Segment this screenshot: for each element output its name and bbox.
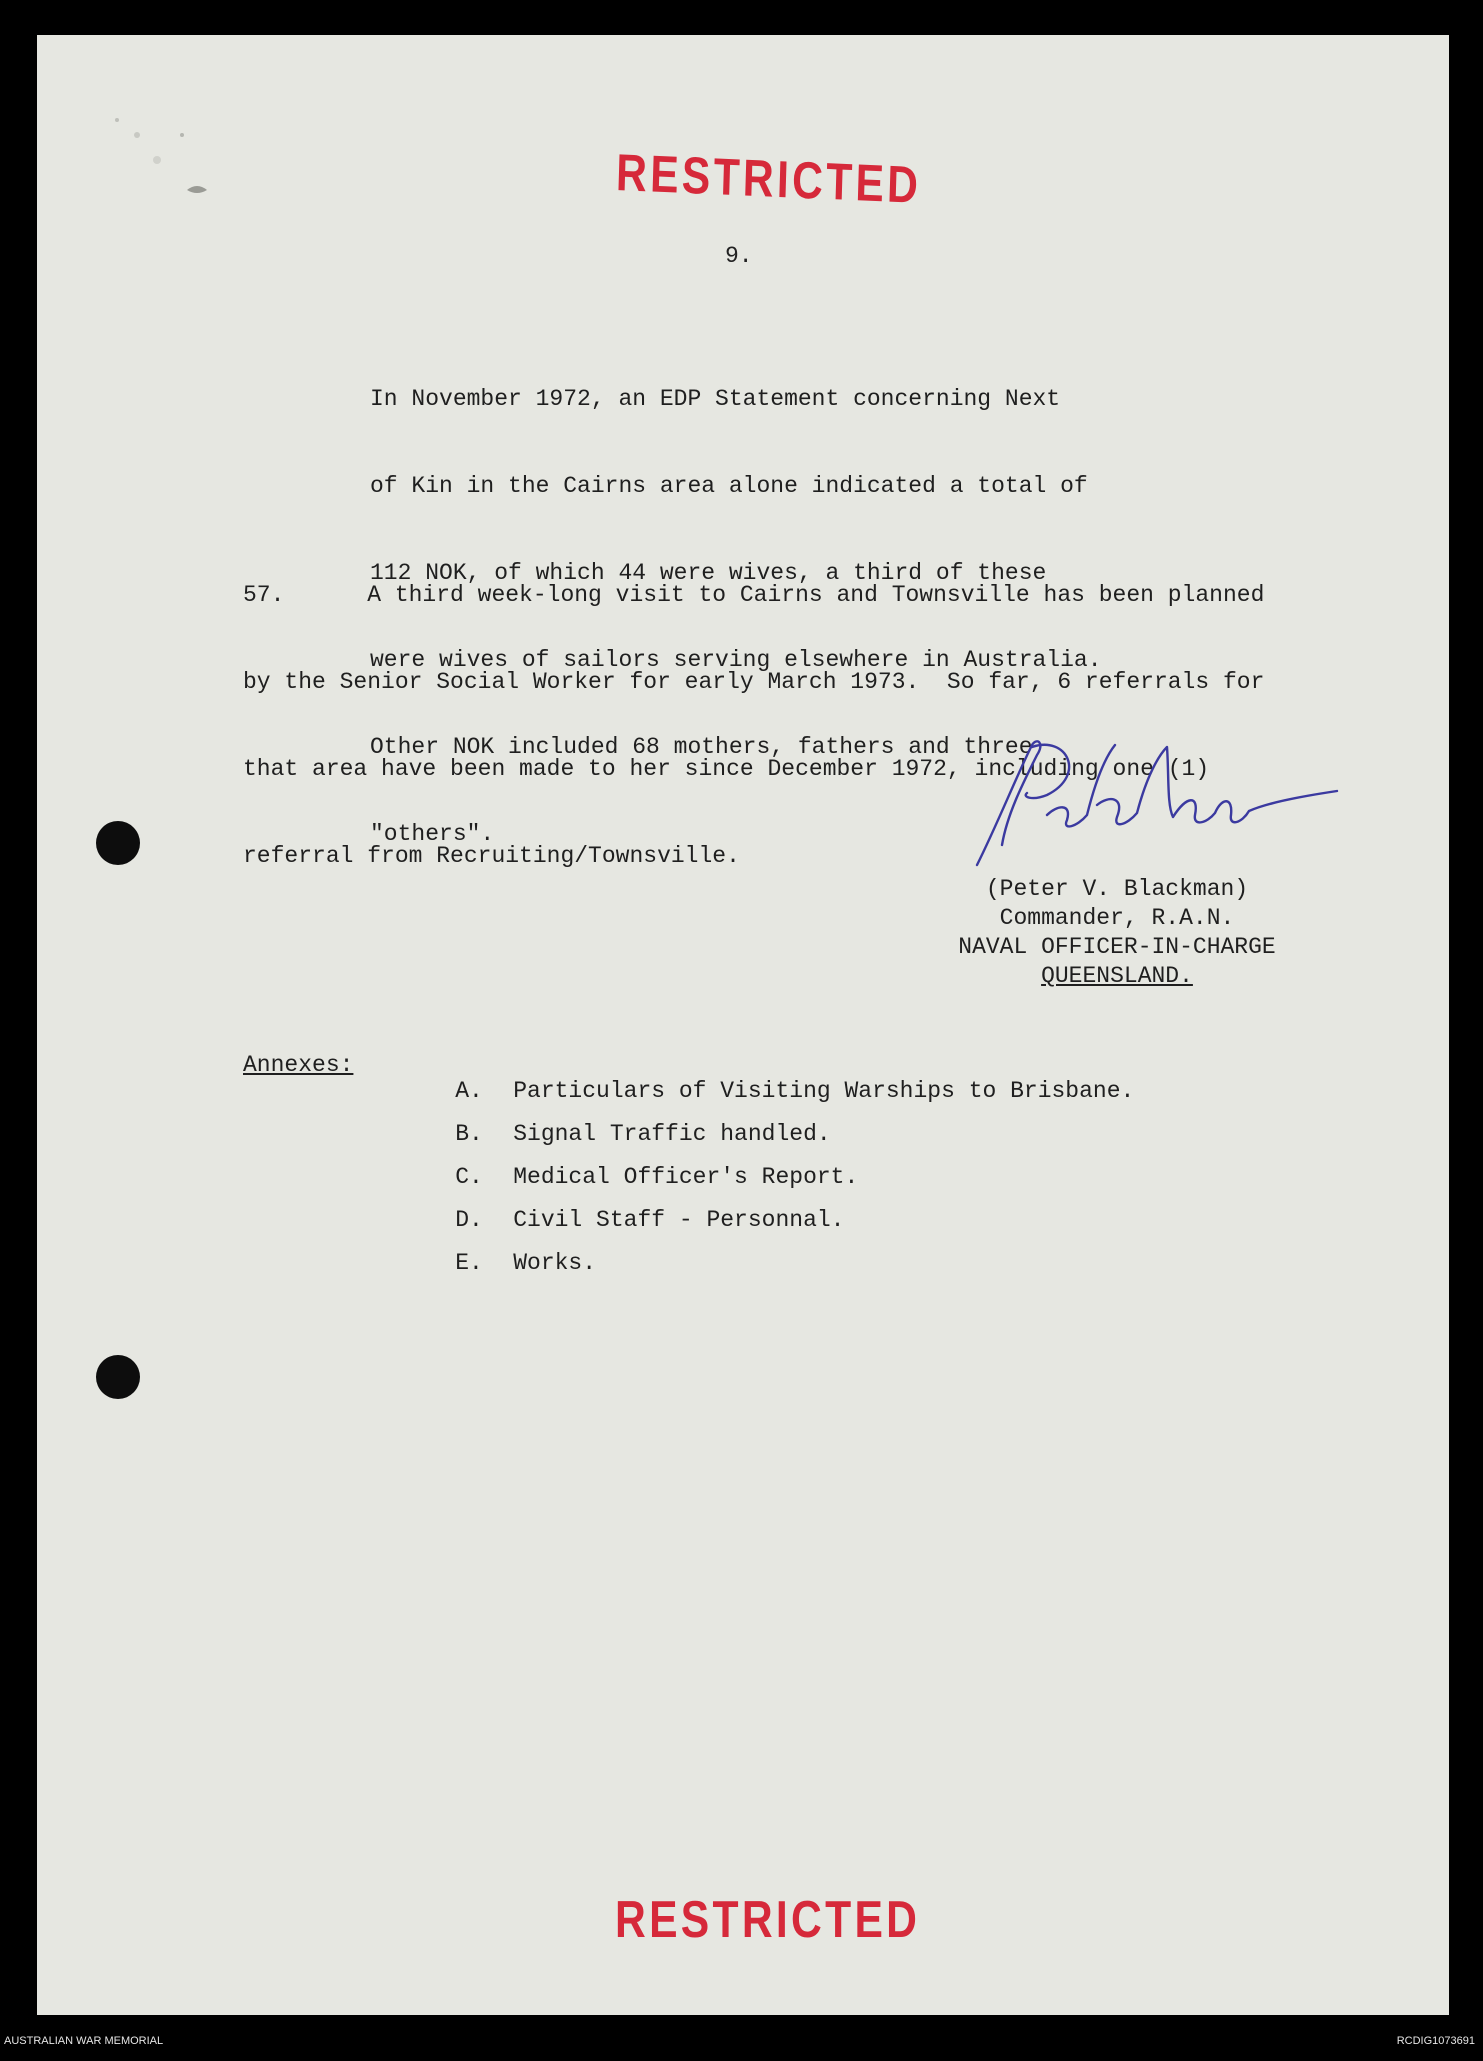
paragraph-line: were wives of sailors serving elsewhere in Australia. [370,647,1102,673]
annex-text: Works. [513,1250,597,1276]
paragraph-line: 57. A third week-long visit to Cairns and Townsville has been planned [243,582,1265,608]
restricted-stamp-top: RESTRICTED [615,143,923,215]
annex-text: Particulars of Visiting Warships to Brisbane. [513,1078,1135,1104]
paragraph-line: "others". [370,821,495,847]
annex-letter: A. [455,1078,483,1104]
annex-letter: D. [455,1207,483,1233]
signatory-title: NAVAL OFFICER-IN-CHARGE [958,934,1276,960]
annex-text: Signal Traffic handled. [513,1121,831,1147]
annex-text: Civil Staff - Personnal. [513,1207,845,1233]
annex-item [400,1224,596,1302]
annexes-label: Annexes: [243,1052,354,1078]
paragraph-line: In November 1972, an EDP Statement concerning Next [370,386,1061,412]
paragraph-line: 112 NOK, of which 44 were wives, a third of these [370,560,1047,586]
punch-hole-upper [96,821,140,865]
annex-text: Medical Officer's Report. [513,1164,859,1190]
paragraph-line: of Kin in the Cairns area alone indicated a total of [370,473,1088,499]
paragraph-line: Other NOK included 68 mothers, fathers and three [370,734,1033,760]
annex-letter: E. [455,1250,483,1276]
footer-archive-name: AUSTRALIAN WAR MEMORIAL [4,2035,164,2047]
signature-block [937,875,1297,991]
paragraph-line: by the Senior Social Worker for early March 1973. So far, 6 referrals for [243,669,1265,695]
page-number: 9. [725,243,753,269]
paragraph-line: referral from Recruiting/Townsville. [243,843,740,869]
paragraph-line: that area have been made to her since December 1972, including one (1) [243,756,1210,782]
punch-hole-lower [96,1355,140,1399]
staple-marks [107,105,237,205]
footer-document-id: RCDIG1073691 [1396,2035,1475,2047]
signatory-rank: Commander, R.A.N. [999,905,1235,931]
document-page [37,35,1449,2015]
signatory-name: (Peter V. Blackman) [985,876,1249,902]
annex-letter: B. [455,1121,483,1147]
signatory-region: QUEENSLAND. [1041,963,1193,989]
handwritten-signature [937,735,1357,875]
annex-letter: C. [455,1164,483,1190]
restricted-stamp-bottom: RESTRICTED [615,1891,921,1949]
